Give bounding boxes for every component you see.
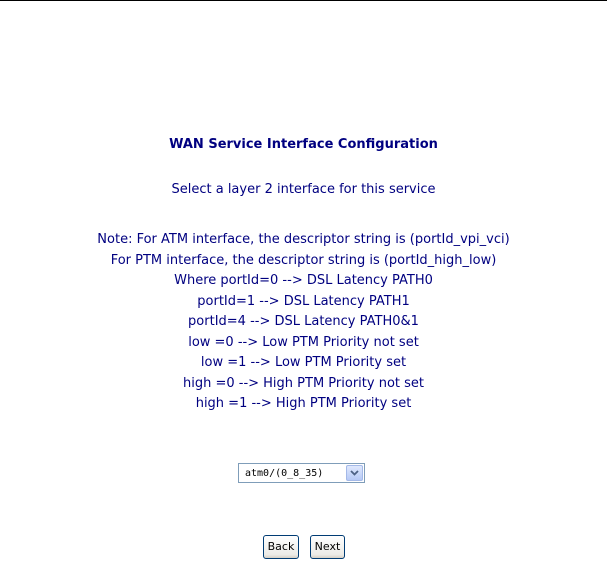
descriptor-notes [0,230,607,415]
next-button[interactable]: Next [310,535,345,559]
back-button[interactable]: Back [263,535,299,559]
chevron-down-icon [350,470,359,476]
page-subtitle: Select a layer 2 interface for this service [171,182,436,197]
note-line: Note: For ATM interface, the descriptor string is (portId_vpi_vci) [97,232,510,247]
note-line: low =0 --> Low PTM Priority not set [188,334,419,350]
note-line: high =0 --> High PTM Priority not set [182,375,424,391]
note-line: Where portId=0 --> DSL Latency PATH0 [174,273,433,288]
top-border [0,0,607,1]
select-dropdown-button[interactable] [346,465,363,481]
note-line: For PTM interface, the descriptor string is (portId_high_low) [110,252,497,268]
interface-select-value: atm0/(0_8_35) [245,467,324,479]
page-title: WAN Service Interface Configuration [169,137,438,152]
note-line: portId=1 --> DSL Latency PATH1 [197,293,410,309]
note-line: low =1 --> Low PTM Priority set [200,355,407,370]
interface-select[interactable] [238,463,365,483]
note-line: portId=4 --> DSL Latency PATH0&1 [188,314,419,329]
note-line: high =1 --> High PTM Priority set [195,396,412,411]
